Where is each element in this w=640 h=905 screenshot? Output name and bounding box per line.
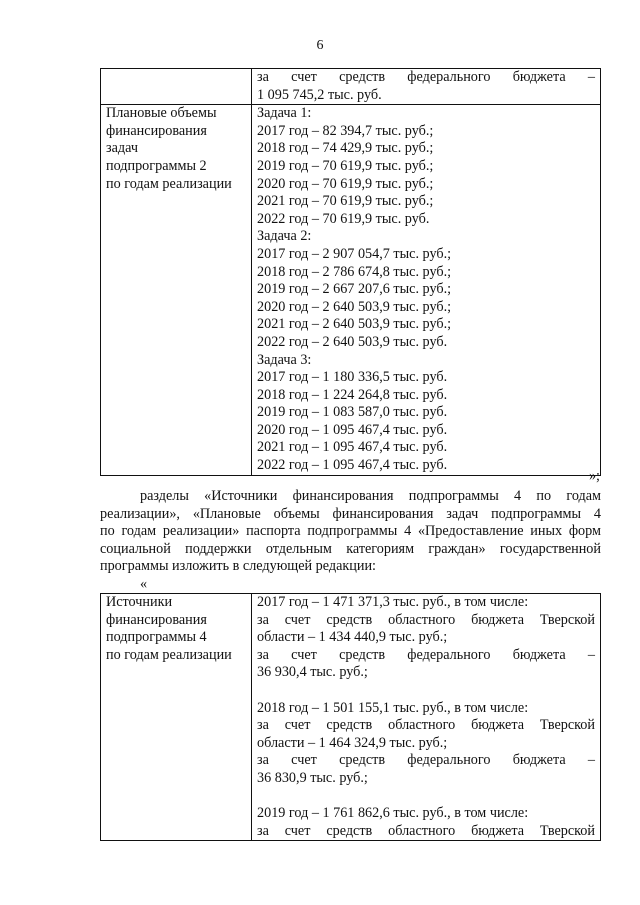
label-line: Источники (106, 594, 173, 610)
task-heading: Задача 3: (257, 351, 312, 368)
paragraph-line: программы изложить в следующей редакции: (100, 558, 376, 575)
label-line: по годам реализации (106, 175, 232, 192)
financing-table-subprogram-2 (100, 68, 601, 476)
opening-quote: « (140, 576, 148, 592)
federal-budget-line: 36 830,9 тыс. руб.; (257, 769, 368, 786)
year-total-line: 2018 год – 1 501 155,1 тыс. руб., в том числе: (257, 699, 529, 716)
table-row (101, 69, 601, 105)
closing-quote: »; (588, 468, 600, 484)
table-row (101, 105, 601, 475)
label-line: задач (106, 140, 138, 157)
spacer (257, 788, 595, 806)
cell-line: за счет средств федерального бюджета – (257, 69, 595, 85)
year-value-line: 2021 год – 1 095 467,4 тыс. руб. (257, 439, 448, 456)
regional-budget-line: области – 1 434 440,9 тыс. руб.; (257, 629, 448, 646)
year-value-line: 2018 год – 2 786 674,8 тыс. руб.; (257, 263, 452, 280)
table-cell-empty (101, 69, 252, 105)
year-value-line: 2019 год – 2 667 207,6 тыс. руб.; (257, 281, 452, 298)
page-number: 6 (316, 38, 324, 53)
label-line: финансирования (106, 122, 207, 139)
paragraph-line: социальной поддержки отдельным категориям граждан» государственной (100, 540, 601, 557)
cell-line: 1 095 745,2 тыс. руб. (257, 86, 382, 103)
table-row (101, 594, 601, 841)
federal-budget-line: 36 930,4 тыс. руб.; (257, 664, 368, 681)
year-total-line: 2019 год – 1 761 862,6 тыс. руб., в том числе: (257, 805, 529, 822)
row-label-planned-volumes (101, 105, 252, 475)
year-value-line: 2022 год – 1 095 467,4 тыс. руб. (257, 457, 448, 474)
year-value-line: 2020 год – 70 619,9 тыс. руб.; (257, 175, 434, 192)
sources-values-cell (252, 594, 601, 841)
table-cell-federal-total (252, 69, 601, 105)
year-value-line: 2021 год – 70 619,9 тыс. руб.; (257, 193, 434, 210)
amendment-paragraph (100, 488, 601, 576)
label-line: финансирования (106, 611, 207, 628)
year-value-line: 2017 год – 82 394,7 тыс. руб.; (257, 122, 434, 139)
year-value-line: 2017 год – 2 907 054,7 тыс. руб.; (257, 245, 452, 262)
spacer (257, 682, 595, 700)
row-label-sources (101, 594, 252, 841)
year-value-line: 2022 год – 70 619,9 тыс. руб. (257, 210, 430, 227)
year-value-line: 2020 год – 1 095 467,4 тыс. руб. (257, 421, 448, 438)
regional-budget-line: за счет средств областного бюджета Тверской (257, 611, 595, 628)
task-heading: Задача 1: (257, 105, 312, 122)
paragraph-line: разделы «Источники финансирования подпрограммы 4 по годам (140, 488, 601, 504)
year-total-line: 2017 год – 1 471 371,3 тыс. руб., в том числе: (257, 594, 529, 610)
year-value-line: 2018 год – 1 224 264,8 тыс. руб. (257, 386, 448, 403)
regional-budget-line: за счет средств областного бюджета Тверской (257, 717, 595, 734)
paragraph-line: реализации», «Плановые объемы финансирования задач подпрограммы 4 (100, 505, 601, 522)
regional-budget-line: области – 1 464 324,9 тыс. руб.; (257, 734, 448, 751)
task-values-cell (252, 105, 601, 475)
label-line: подпрограммы 2 (106, 157, 207, 174)
year-value-line: 2018 год – 74 429,9 тыс. руб.; (257, 140, 434, 157)
federal-budget-line: за счет средств федерального бюджета – (257, 646, 595, 663)
year-value-line: 2019 год – 1 083 587,0 тыс. руб. (257, 404, 448, 421)
label-line: Плановые объемы (106, 105, 217, 122)
year-value-line: 2017 год – 1 180 336,5 тыс. руб. (257, 369, 448, 386)
year-value-line: 2021 год – 2 640 503,9 тыс. руб.; (257, 316, 452, 333)
regional-budget-line: за счет средств областного бюджета Тверской (257, 822, 595, 839)
paragraph-line: по годам реализации» паспорта подпрограммы 4 «Предоставление иных форм (100, 523, 601, 540)
year-value-line: 2022 год – 2 640 503,9 тыс. руб. (257, 333, 448, 350)
label-line: подпрограммы 4 (106, 629, 207, 646)
label-line: по годам реализации (106, 646, 232, 663)
year-value-line: 2019 год – 70 619,9 тыс. руб.; (257, 157, 434, 174)
task-heading: Задача 2: (257, 228, 312, 245)
year-value-line: 2020 год – 2 640 503,9 тыс. руб.; (257, 298, 452, 315)
federal-budget-line: за счет средств федерального бюджета – (257, 752, 595, 769)
financing-table-subprogram-4 (100, 593, 601, 841)
